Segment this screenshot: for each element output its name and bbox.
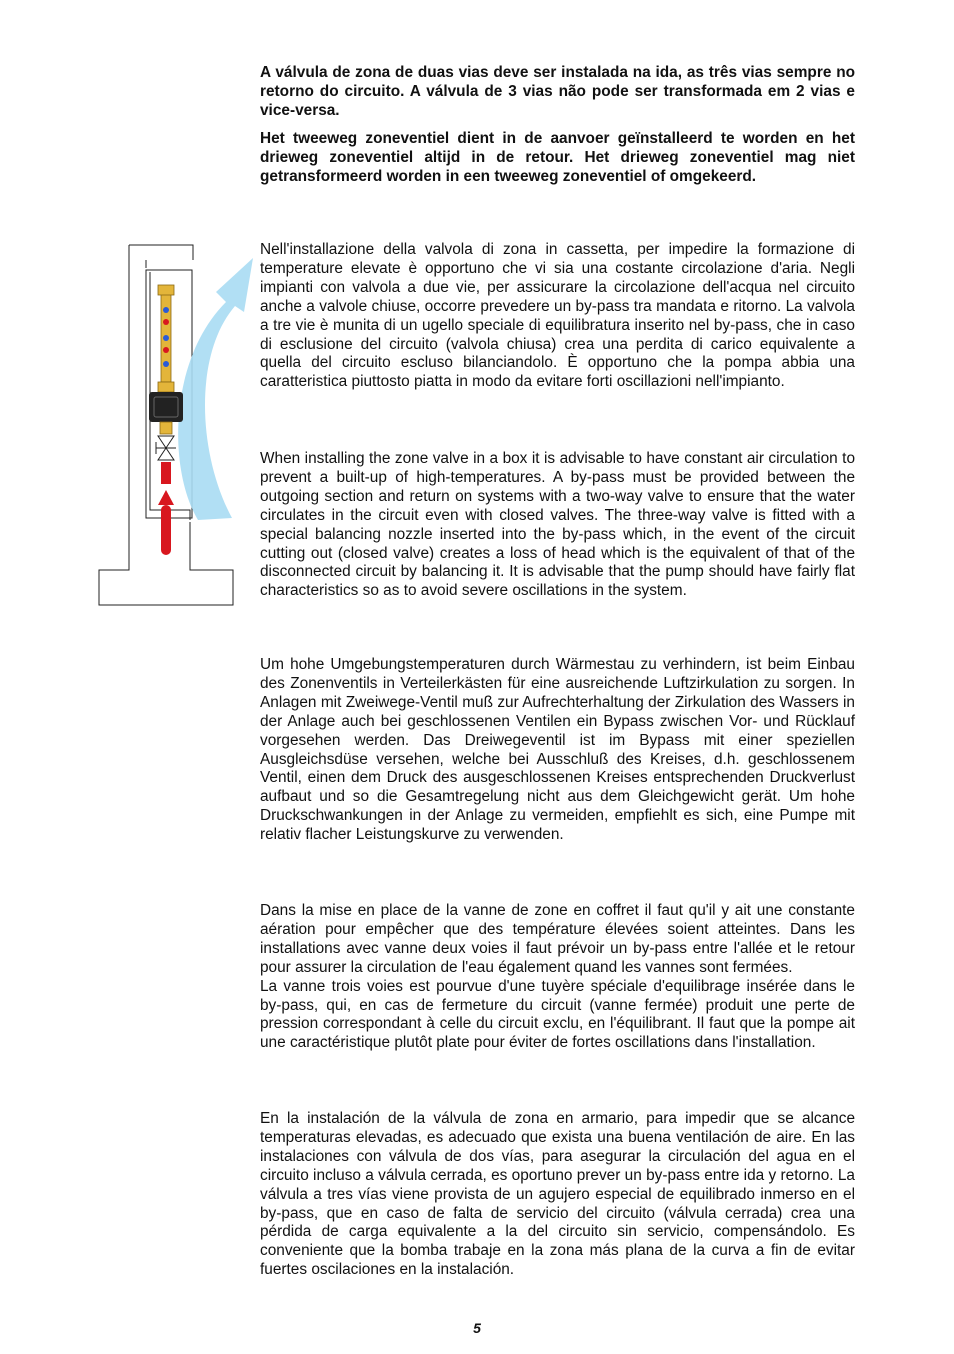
paragraph-fr-part-2: La vanne trois voies est pourvue d'une tuyère spéciale d'equilibrage insérée dans le by-pass, qui, en cas de fermeture du circuit (vanne fermée) produit une perte de pression correspondant à celle du circuit exclu, en l'équilibrant. Il faut que la pompe ait une caractéristique plutôt plate pour éviter de fortes oscillations dans l'installation. (260, 977, 855, 1052)
paragraph-es: En la instalación de la válvula de zona en armario, para impedir que se alcance temperaturas elevadas, es adecuado que exista una buena ventilación de aire. En las instalaciones con válvula de dos vías, para asegurar la circulación del agua en el circuito incluso a válvula cerrada, es oportuno prever un by-pass entre ida y retorno. La válvula a tres vías viene provista de un agujero especial de equilibrado inmerso en el by-pass, que en caso de falta de servicio del circuito (válvula cerrada) crea una pérdida de carga equivalente a la del circuito sin servicio, compensándolo. Es conveniente que la bomba trabaje en la zona más plana de la curva a fin de evitar fuertes oscilaciones en la instalación. (260, 1110, 855, 1279)
airflow-arrow (178, 258, 253, 520)
manifold-port-blue (163, 361, 169, 367)
hot-pipe-upper (161, 462, 171, 484)
paragraph-de: Um hohe Umgebungstemperaturen durch Wärmestau zu verhindern, ist beim Einbau des Zonenventils in Verteilerkästen für eine ausreichende Luftzirkulation zu sorgen. In Anlagen mit Zweiwege-Ventil muß zur Aufrechterhaltung der Zirkulation des Wassers in der Anlage auch bei geschlossenen Ventilen ein Bypass zwischen Vor- und Rücklauf vorgesehen werden. Das Dreiwegeventil ist im Bypass mit einer speziellen Ausgleichsdüse versehen, welche bei Ausschluß des Kreises, d.h. geschlossenem Ventil, einen dem Druck des ausgeschlossenen Kreises entsprechenden Druckverlust aufbaut und so die Gesamtregelung nicht aus dem Gleichgewicht gerät. Um hohe Druckschwankungen in der Anlage zu vermeiden, empfiehlt es sich, eine Pumpe mit relativ flacher Leistungskurve zu verwenden. (260, 656, 855, 844)
brass-top-fitting (158, 285, 174, 295)
paragraph-fr (260, 902, 855, 1053)
manifold-port-blue (163, 335, 169, 341)
brass-connector (160, 422, 172, 434)
paragraph-nl-bold: Het tweeweg zoneventiel dient in de aanvoer geïnstalleerd te worden en het drieweg zoneventiel altijd in de retour. Het drieweg zoneventiel mag niet getransformeerd worden in een tweeweg zoneventiel of omgekeerd. (260, 130, 855, 185)
brass-connector (158, 382, 174, 392)
manifold-port-blue (163, 307, 169, 313)
zone-valve-box-diagram (98, 240, 258, 610)
hot-flow-arrow (158, 490, 174, 505)
paragraph-pt-bold: A válvula de zona de duas vias deve ser instalada na ida, as três vias sempre no retorno do circuito. A válvula de 3 vias não pode ser transformada em 2 vias e vice-versa. (260, 64, 855, 119)
manifold-port-red (163, 319, 169, 325)
paragraph-fr-part-1: Dans la mise en place de la vanne de zone en coffret il faut qu'il y ait une constante aération pour empêcher que des température élevées soient atteintes. Dans les installations avec vanne deux voies il faut prévoir un by-pass entre l'allée et le retour pour assurer la circulation de l'eau également quand les vannes sont fermées. (260, 902, 855, 976)
paragraph-it: Nell'installazione della valvola di zona in cassetta, per impedire la formazione di temperature elevate è opportuno che vi sia una costante circolazione d'aria. Negli impianti con valvola a due vie, per assicurare la circolazione dell'acqua nel circuito anche a valvole chiuse, occorre prevedere un by-pass tra mandata e ritorno. La valvola a tre vie è munita di un ugello speciale di equilibratura inserito nel by-pass, che in caso di esclusione del circuito (valvola chiusa) crea una perdita di carico equivalente a quella del circuito escluso bilanciandolo. È opportuno che la pompa abbia una caratteristica piuttosto piatta in modo da evitare forti oscillazioni nell'impianto. (260, 241, 855, 391)
hot-pipe (161, 505, 171, 555)
paragraph-en: When installing the zone valve in a box it is advisable to have constant air circulation to prevent a built-up of high-temperatures. A by-pass must be provided between the outgoing section and return on systems with a two-way valve to ensure that the water circulates in the circuit even with closed valves. The three-way valve is fitted with a special balancing nozzle inserted into the by-pass which, in the event of the circuit cutting out (closed valve) creates a loss of head which is the equivalent of that of the disconnected circuit by balancing it. It is advisable that the pump should have fairly flat characteristics so as to avoid severe oscillations in the system. (260, 450, 855, 600)
page-number: 5 (473, 1320, 481, 1336)
manifold-port-red (163, 347, 169, 353)
